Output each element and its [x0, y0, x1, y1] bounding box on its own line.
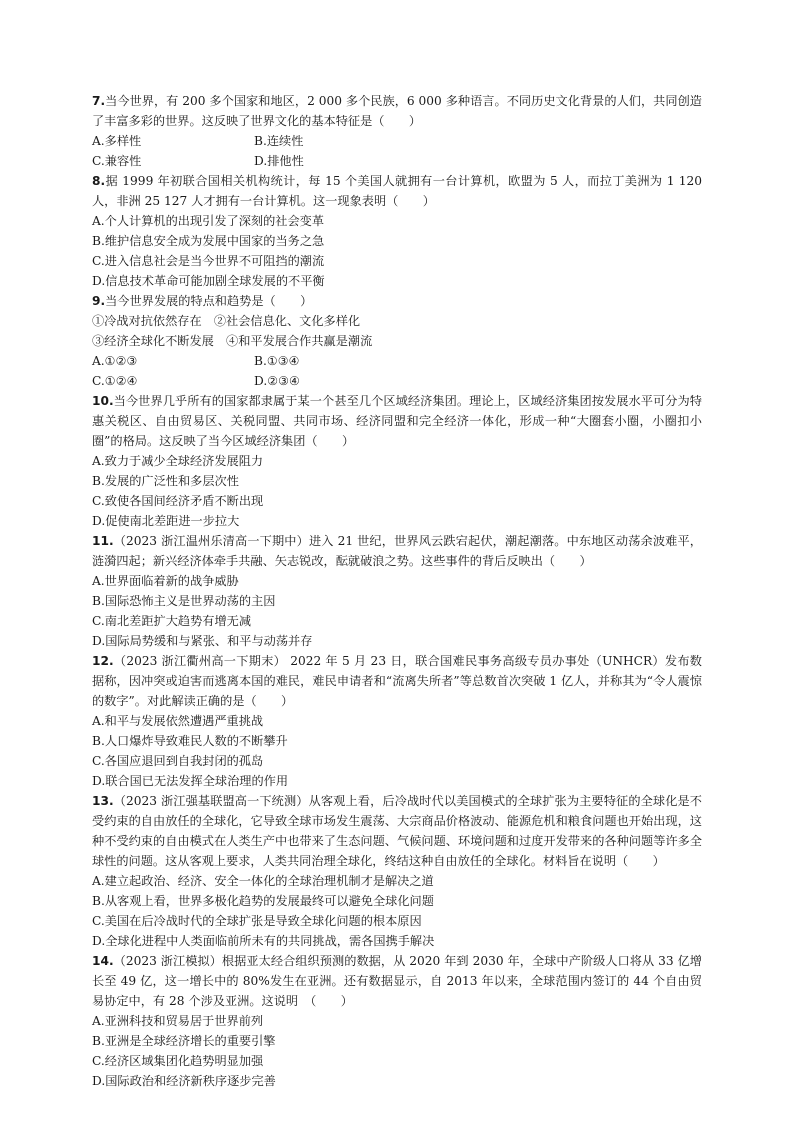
option-b[interactable]: B.维护信息安全成为发展中国家的当务之急	[92, 234, 325, 248]
option-b[interactable]: B.人口爆炸导致难民人数的不断攀升	[92, 734, 288, 748]
question-9	[92, 291, 702, 391]
option-a[interactable]: A.建立起政治、经济、安全一体化的全球治理机制才是解决之道	[92, 874, 434, 888]
question-stem	[92, 531, 702, 571]
question-14	[92, 951, 702, 1091]
option-c[interactable]: C.进入信息社会是当今世界不可阻挡的潮流	[92, 254, 325, 268]
option-d[interactable]: D.信息技术革命可能加剧全球发展的不平衡	[92, 274, 325, 288]
option-c[interactable]: C.各国应退回到自我封闭的孤岛	[92, 754, 264, 768]
option-a[interactable]: A.和平与发展依然遭遇严重挑战	[92, 714, 264, 728]
question-stem	[92, 391, 702, 451]
option-a[interactable]: A.致力于减少全球经济发展阻力	[92, 454, 264, 468]
question-10	[92, 391, 702, 531]
option-d[interactable]: D.国际局势缓和与紧张、和平与动荡并存	[92, 634, 313, 648]
option-c[interactable]: C.①②④	[92, 374, 138, 388]
option-b[interactable]: B.连续性	[254, 134, 304, 148]
option-d[interactable]: D.全球化进程中人类面临前所未有的共同挑战，需各国携手解决	[92, 934, 435, 948]
question-12	[92, 651, 702, 791]
option-b[interactable]: B.发展的广泛性和多层次性	[92, 474, 239, 488]
option-c[interactable]: C.美国在后冷战时代的全球扩张是导致全球化问题的根本原因	[92, 914, 422, 928]
option-d[interactable]: D.联合国已无法发挥全球治理的作用	[92, 774, 289, 788]
option-a[interactable]: A.世界面临着新的战争威胁	[92, 574, 239, 588]
option-b[interactable]: B.亚洲是全球经济增长的重要引擎	[92, 1034, 276, 1048]
question-number: 11.	[92, 534, 114, 548]
question-text: （2023 浙江温州乐清高一下期中）进入 21 世纪，世界风云跌宕起伏，潮起潮落。中东地区动荡余波难平，涟漪四起；新兴经济体牵手共融、矢志锐改，酝就破浪之势。这些事件的背后反映出（ ）	[92, 534, 702, 568]
question-text: 当今世界发展的特点和趋势是（ ）	[105, 294, 313, 308]
option-c[interactable]: C.兼容性	[92, 154, 142, 168]
question-text: 据 1999 年初联合国相关机构统计，每 15 个美国人就拥有一台计算机，欧盟为 5 人，而拉丁美洲为 1 120 人，非洲 25 127 人才拥有一台计算机。这一现象表明（ ）	[92, 174, 702, 208]
option-d[interactable]: D.促使南北差距进一步拉大	[92, 514, 240, 528]
statement-list-item: ①冷战对抗依然存在 ②社会信息化、文化多样化	[92, 314, 361, 328]
question-stem	[92, 951, 702, 1011]
option-row	[92, 151, 702, 171]
question-number: 12.	[92, 654, 114, 668]
option-c[interactable]: C.南北差距扩大趋势有增无减	[92, 614, 252, 628]
worksheet	[92, 91, 702, 1091]
question-stem	[92, 651, 702, 711]
option-a[interactable]: A.①②③	[92, 354, 138, 368]
option-b[interactable]: B.①③④	[254, 354, 300, 368]
option-row	[92, 131, 702, 151]
question-11	[92, 531, 702, 651]
question-number: 14.	[92, 954, 114, 968]
option-d[interactable]: D.排他性	[254, 154, 304, 168]
option-c[interactable]: C.经济区域集团化趋势明显加强	[92, 1054, 264, 1068]
question-number: 9.	[92, 294, 106, 308]
question-stem	[92, 91, 702, 131]
question-text: （2023 浙江强基联盟高一下统测）从客观上看，后冷战时代以美国模式的全球扩张为主要特征的全球化是不受约束的自由放任的全球化，它导致全球市场发生震荡、大宗商品价格波动、能源危机和粮食问题也开始出现，这种不受约束的自由模式在人类生产中也带来了生态问题、气候问题、环境问题和过度开发带来的各种问题等许多全球性的问题。这从客观上要求，人类共同治理全球化，终结这种自由放任的全球化。材料旨在说明（ ）	[92, 794, 702, 868]
question-number: 8.	[92, 174, 106, 188]
question-text: 当今世界，有 200 多个国家和地区，2 000 多个民族，6 000 多种语言。不同历史文化背景的人们，共同创造了丰富多彩的世界。这反映了世界文化的基本特征是（ ）	[92, 94, 702, 128]
option-d[interactable]: D.国际政治和经济新秩序逐步完善	[92, 1074, 276, 1088]
option-row	[92, 371, 702, 391]
option-b[interactable]: B.从客观上看，世界多极化趋势的发展最终可以避免全球化问题	[92, 894, 434, 908]
option-a[interactable]: A.个人计算机的出现引发了深刻的社会变革	[92, 214, 325, 228]
question-text: （2023 浙江衢州高一下期末） 2022 年 5 月 23 日，联合国难民事务高级专员办事处（UNHCR）发布数据称，因冲突或迫害而逃离本国的难民，难民申请者和“流离失所者”等总数首次突破 1 亿人，并称其为“令人震惊的数字”。对此解读正确的是（ ）	[92, 654, 702, 708]
option-a[interactable]: A.亚洲科技和贸易居于世界前列	[92, 1014, 264, 1028]
option-c[interactable]: C.致使各国间经济矛盾不断出现	[92, 494, 264, 508]
question-text: （2023 浙江模拟）根据亚太经合组织预测的数据，从 2020 年到 2030 年，全球中产阶级人口将从 33 亿增长至 49 亿，这一增长中的 80%发生在亚洲。还有数据显示，自 2013 年以来，全球范围内签订的 44 个自由贸易协定中，有 28 个涉及亚洲。这说明 （ ）	[92, 954, 702, 1008]
option-a[interactable]: A.多样性	[92, 134, 142, 148]
question-7	[92, 91, 702, 171]
question-13	[92, 791, 702, 951]
statement-list-item: ③经济全球化不断发展 ④和平发展合作共赢是潮流	[92, 334, 373, 348]
question-number: 7.	[92, 94, 106, 108]
option-row	[92, 351, 702, 371]
question-stem	[92, 291, 702, 311]
question-stem	[92, 171, 702, 211]
question-text: 当今世界几乎所有的国家都隶属于某一个甚至几个区域经济集团。理论上，区域经济集团按发展水平可分为特惠关税区、自由贸易区、关税同盟、共同市场、经济同盟和完全经济一体化，形成一种“大圈套小圈，小圈扣小圈”的格局。这反映了当今区域经济集团（ ）	[92, 394, 702, 448]
question-number: 10.	[92, 394, 114, 408]
option-b[interactable]: B.国际恐怖主义是世界动荡的主因	[92, 594, 276, 608]
question-stem	[92, 791, 702, 871]
option-d[interactable]: D.②③④	[254, 374, 300, 388]
question-8	[92, 171, 702, 291]
question-number: 13.	[92, 794, 114, 808]
